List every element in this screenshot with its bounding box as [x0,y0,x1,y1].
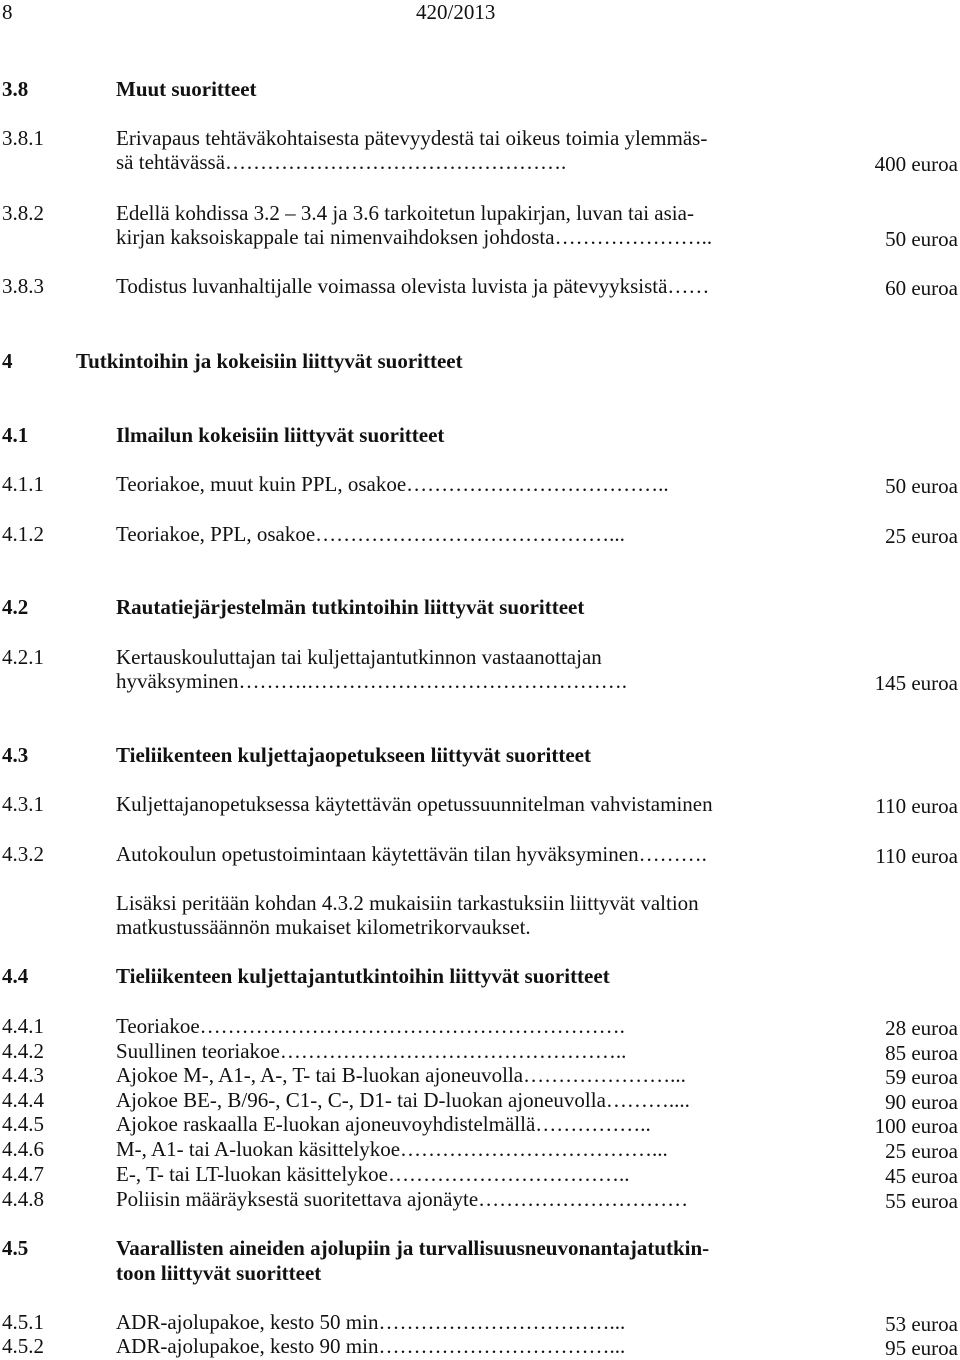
item-text: kirjan kaksoiskappale tai nimenvaihdoksen johdosta………………….. [116,225,713,249]
page-number: 8 [2,0,13,24]
item-number: 3.8.2 [2,201,44,225]
section-number: 4.5 [2,1236,29,1260]
item-fee: 55 euroa [885,1189,958,1213]
item-fee: 60 euroa [885,276,958,300]
item-fee: 100 euroa [874,1114,958,1138]
item-text: Teoriakoe, PPL, osakoe……………………………………... [116,522,625,546]
item-number: 4.4.1 [2,1014,44,1038]
item-fee: 110 euroa [875,794,958,818]
section-number: 4 [2,349,13,373]
item-text: Suullinen teoriakoe………………………………………….. [116,1039,627,1063]
section-number: 3.8 [2,77,29,101]
section-title: Ilmailun kokeisiin liittyvät suoritteet [116,423,445,447]
item-number: 4.4.8 [2,1187,44,1211]
section-title: Tieliikenteen kuljettajantutkintoihin liittyvät suoritteet [116,964,610,988]
item-number: 4.4.7 [2,1162,44,1186]
item-text: Teoriakoe……………………………………………………. [116,1014,625,1038]
item-fee: 110 euroa [875,844,958,868]
item-fee: 90 euroa [885,1090,958,1114]
item-fee: 53 euroa [885,1312,958,1336]
item-text: sä tehtävässä…………………………………………. [116,150,567,174]
item-number: 4.3.2 [2,842,44,866]
item-number: 3.8.3 [2,274,44,298]
item-number: 4.4.2 [2,1039,44,1063]
document-number: 420/2013 [416,0,496,24]
item-number: 4.5.1 [2,1310,44,1334]
item-number: 4.1.1 [2,472,44,496]
item-number: 4.1.2 [2,522,44,546]
item-text: M-, A1- tai A-luokan käsittelykoe………………………………... [116,1137,668,1161]
item-fee: 50 euroa [885,474,958,498]
item-fee: 95 euroa [885,1336,958,1360]
section-number: 4.3 [2,743,29,767]
item-fee: 400 euroa [874,152,958,176]
item-number: 4.4.6 [2,1137,44,1161]
item-fee: 25 euroa [885,524,958,548]
item-text: Edellä kohdissa 3.2 – 3.4 ja 3.6 tarkoitetun lupakirjan, luvan tai asia- [116,201,694,225]
item-text: E-, T- tai LT-luokan käsittelykoe…………………………….. [116,1162,630,1186]
item-fee: 59 euroa [885,1065,958,1089]
item-number: 4.2.1 [2,645,44,669]
section-number: 4.2 [2,595,29,619]
section-title: Rautatiejärjestelmän tutkintoihin liittyvät suoritteet [116,595,585,619]
item-text: Kertauskouluttajan tai kuljettajantutkinnon vastaanottajan [116,645,602,669]
item-fee: 45 euroa [885,1164,958,1188]
item-text: Kuljettajanopetuksessa käytettävän opetussuunnitelman vahvistaminen [116,792,713,816]
item-fee: 50 euroa [885,227,958,251]
item-text: Ajokoe M-, A1-, A-, T- tai B-luokan ajoneuvolla…………………... [116,1063,686,1087]
item-fee: 145 euroa [874,671,958,695]
item-text: Autokoulun opetustoimintaan käytettävän tilan hyväksyminen………. [116,842,707,866]
item-fee: 28 euroa [885,1016,958,1040]
section-title: Tutkintoihin ja kokeisiin liittyvät suoritteet [76,349,463,373]
item-number: 4.4.3 [2,1063,44,1087]
note-text: Lisäksi peritään kohdan 4.3.2 mukaisiin tarkastuksiin liittyvät valtion [116,891,699,915]
item-number: 4.5.2 [2,1334,44,1358]
section-title: Vaarallisten aineiden ajolupiin ja turvallisuusneuvonantajatutkin- [116,1236,710,1260]
item-text: Ajokoe raskaalla E-luokan ajoneuvoyhdistelmällä…………….. [116,1112,651,1136]
item-text: Teoriakoe, muut kuin PPL, osakoe……………………………….. [116,472,669,496]
section-number: 4.4 [2,964,29,988]
item-text: Poliisin määräyksestä suoritettava ajonäyte………………………… [116,1187,689,1211]
item-text: hyväksyminen……….………………………………………. [116,669,627,693]
item-fee: 85 euroa [885,1041,958,1065]
item-number: 4.3.1 [2,792,44,816]
item-text: ADR-ajolupakoe, kesto 50 min……………………………... [116,1310,626,1334]
section-title: Muut suoritteet [116,77,257,101]
item-text: ADR-ajolupakoe, kesto 90 min……………………………... [116,1334,626,1358]
section-title: Tieliikenteen kuljettajaopetukseen liittyvät suoritteet [116,743,591,767]
section-title: toon liittyvät suoritteet [116,1261,322,1285]
item-text: Erivapaus tehtäväkohtaisesta pätevyydestä tai oikeus toimia ylemmäs- [116,126,708,150]
note-text: matkustussäännön mukaiset kilometrikorvaukset. [116,915,531,939]
section-number: 4.1 [2,423,29,447]
item-number: 3.8.1 [2,126,44,150]
item-number: 4.4.4 [2,1088,44,1112]
item-fee: 25 euroa [885,1139,958,1163]
item-text: Todistus luvanhaltijalle voimassa olevista luvista ja pätevyyksistä…… [116,274,710,298]
item-number: 4.4.5 [2,1112,44,1136]
item-text: Ajokoe BE-, B/96-, C1-, C-, D1- tai D-luokan ajoneuvolla……….... [116,1088,690,1112]
